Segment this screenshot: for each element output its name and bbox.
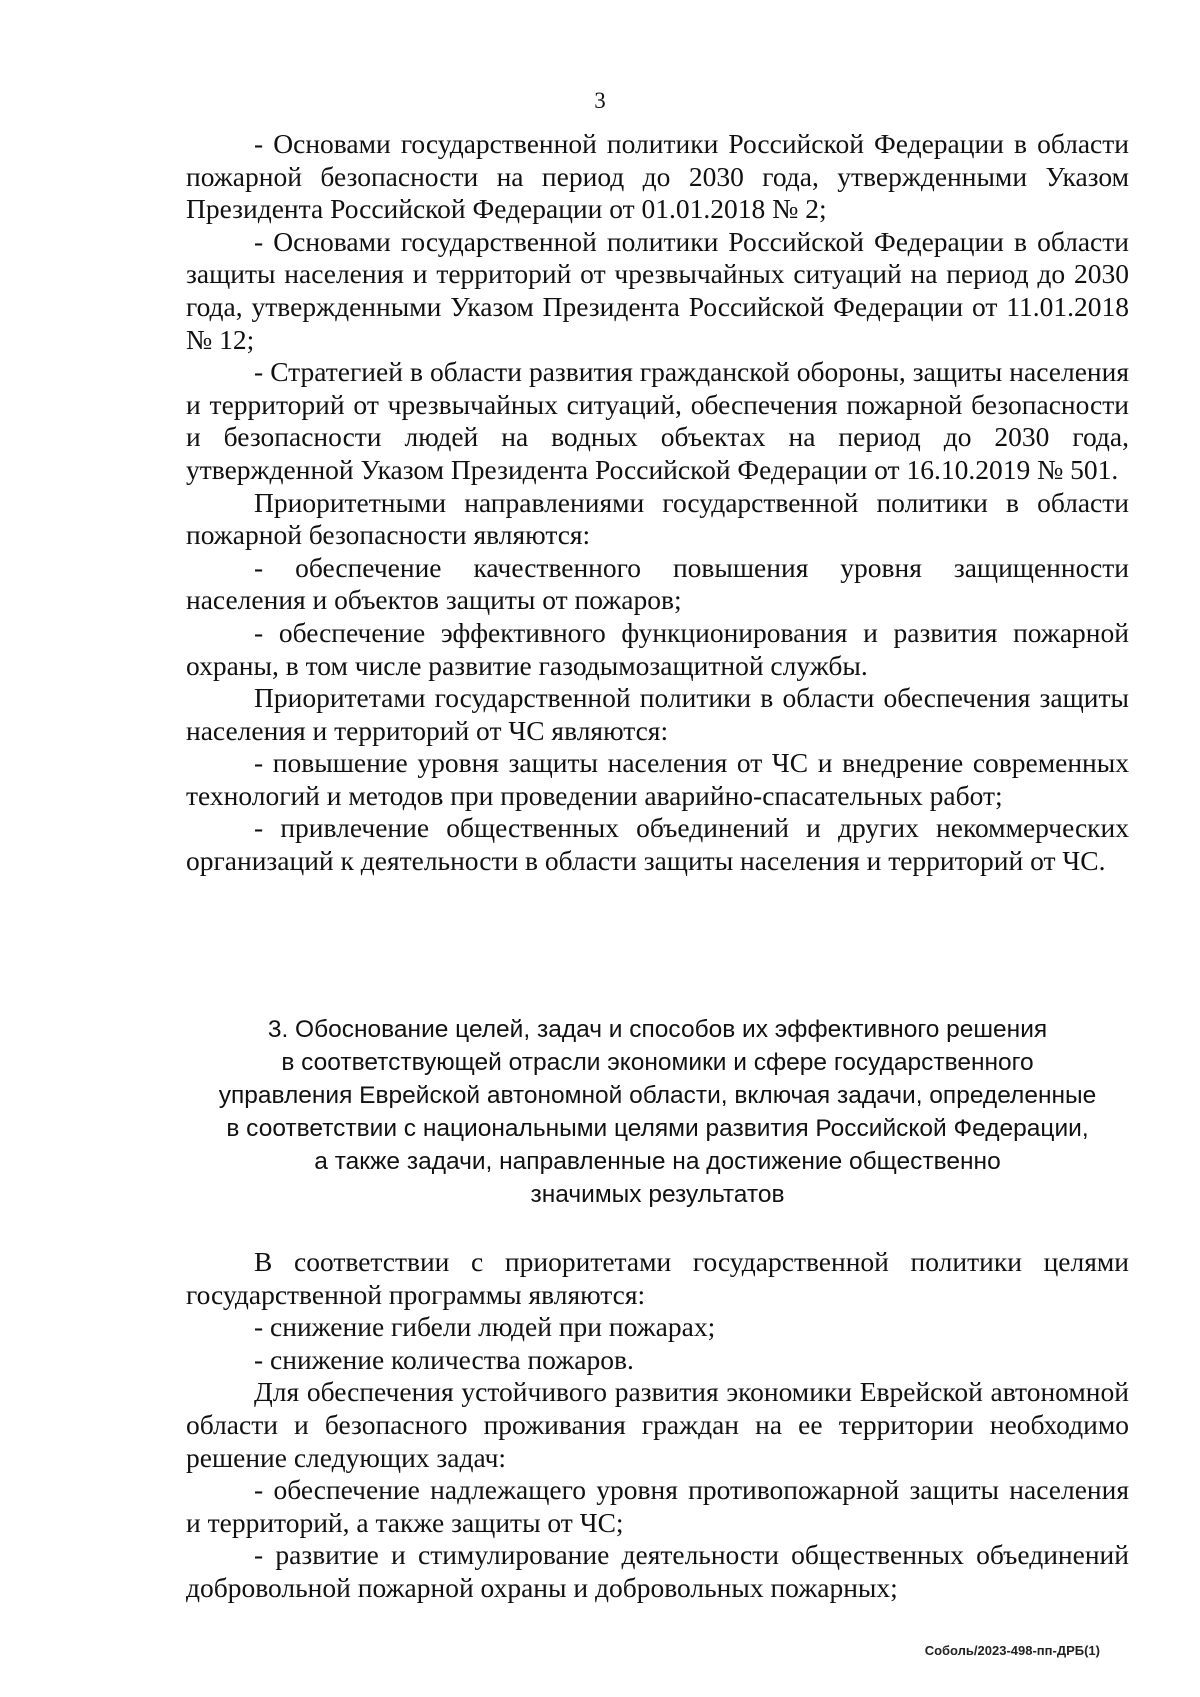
document-body-bottom (186, 1246, 1129, 1605)
paragraph-task-2: - развитие и стимулирование деятельности общественных объединений добровольной пожарной охраны и добровольных пожарных; (186, 1539, 1129, 1603)
paragraph-goal-2: - снижение количества пожаров. (254, 1343, 634, 1375)
section-heading-line: 3. Обоснование целей, задач и способов их эффективного решения (267, 1016, 1048, 1043)
section-heading-line: управления Еврейской автономной области, включая задачи, определенные (218, 1082, 1097, 1109)
paragraph-fire-safety-basics: - Основами государственной политики Российской Федерации в области пожарной безопасности на период до 2030 года, утвержденными Указом Президента Российской Федерации от 01.01.2018 № 2; (186, 128, 1129, 225)
document-body-top (186, 128, 1129, 878)
paragraph-fire-priorities-intro: Приоритетными направлениями государственной политики в области пожарной безопасности являются: (186, 486, 1129, 551)
paragraph-emergency-priority-2: - привлечение общественных объединений и других некоммерческих организаций к деятельности в области защиты населения и территорий от ЧС. (186, 812, 1129, 877)
section-heading-line: в соответствующей отрасли экономики и сфере государственного (281, 1049, 1034, 1076)
paragraph-task-1: - обеспечение надлежащего уровня противопожарной защиты населения и территорий, а также защиты от ЧС; (186, 1474, 1129, 1538)
paragraph-fire-priority-2: - обеспечение эффективного функционирования и развития пожарной охраны, в том числе развитие газодымозащитной службы. (186, 616, 1129, 681)
section-heading (186, 1013, 1129, 1211)
document-registration-code: Соболь/2023-498-пп-ДРБ(1) (924, 1643, 1100, 1658)
section-heading-line: значимых результатов (530, 1181, 785, 1208)
paragraph-emergency-priority-1: - повышение уровня защиты населения от ЧС и внедрение современных технологий и методов при проведении аварийно-спасательных работ; (186, 747, 1129, 811)
paragraph-civil-defense-strategy: - Стратегией в области развития гражданской обороны, защиты населения и территорий от чрезвычайных ситуаций, обеспечения пожарной безопасности и безопасности людей на водных объектах на период до 2030 года, утвержденной Указом Президента Российской Федерации от 16.10.2019 № 501. (186, 356, 1129, 485)
paragraph-emergency-priorities-intro: Приоритетами государственной политики в области обеспечения защиты населения и территорий от ЧС являются: (186, 682, 1129, 746)
section-heading-line: в соответствии с национальными целями развития Российской Федерации, (226, 1115, 1089, 1142)
paragraph-goal-1: - снижение гибели людей при пожарах; (254, 1311, 716, 1343)
paragraph-emergency-protection-basics: - Основами государственной политики Российской Федерации в области защиты населения и территорий от чрезвычайных ситуаций на период до 2030 года, утвержденными Указом Президента Российской Федерации от 11.01.2018 № 12; (186, 225, 1129, 355)
paragraph-program-goals-intro: В соответствии с приоритетами государственной политики целями государственной программы являются: (186, 1246, 1129, 1310)
page-number: 3 (594, 88, 606, 113)
paragraph-fire-priority-1: - обеспечение качественного повышения уровня защищенности населения и объектов защиты от пожаров; (186, 551, 1129, 616)
section-heading-line: а также задачи, направленные на достижение общественно (314, 1148, 1001, 1175)
paragraph-tasks-intro: Для обеспечения устойчивого развития экономики Еврейской автономной области и безопасного проживания граждан на ее территории необходимо решение следующих задач: (186, 1376, 1129, 1473)
